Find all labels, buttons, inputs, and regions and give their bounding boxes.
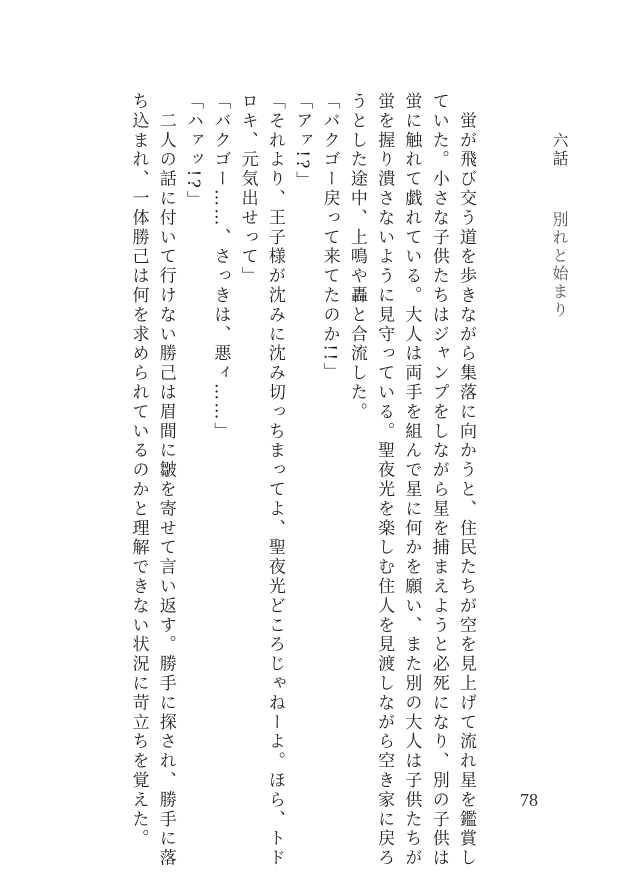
text-line: 二人の話に付いて行けない勝己は眉間に皺を寄せて言い返す。勝手に探され、勝手に落 [155, 92, 176, 868]
chapter-heading [548, 132, 571, 319]
chapter-number: 六話 [550, 132, 569, 168]
page-number: 78 [520, 790, 538, 810]
dialogue-line: 「アァ!?」 [292, 92, 313, 191]
text-line: うとした途中、上鳴や轟と合流した。 [346, 92, 367, 422]
dialogue-line: ロキ、元気出せって」 [237, 92, 258, 286]
dialogue-line: 「ハァッ!?」 [183, 92, 204, 210]
text-line: ていた。小さな子供たちはジャンプをしながら星を捕まえようと必死になり、別の子供は [428, 92, 449, 868]
dialogue-line: 「バクゴー戻って来てたのか!!」 [319, 92, 340, 383]
dialogue-line: 「それより、王子様が沈みに沈み切っちまってよ、聖夜光どころじゃねーよ。ほら、トド [264, 92, 285, 868]
text-line: 蛍を握り潰さないように見守っている。聖夜光を楽しむ住人を見渡しながら空き家に戻ろ [374, 92, 395, 868]
text-line: ち込まれ、一体勝己は何を求められているのかと理解できない状況に苛立ちを覚えた。 [128, 92, 149, 849]
body-text [128, 92, 479, 868]
chapter-title: 別れと始まり [550, 211, 569, 320]
text-line: 蛍に触れて戯れている。大人は両手を組んで星に何かを願い、また別の大人は子供たちが [401, 92, 422, 868]
text-line: 蛍が飛び交う道を歩きながら集落に向かうと、住民たちが空を見上げて流れ星を鑑賞し [456, 92, 476, 868]
dialogue-line: 「バクゴー……、さっきは、悪ィ……」 [210, 92, 231, 442]
